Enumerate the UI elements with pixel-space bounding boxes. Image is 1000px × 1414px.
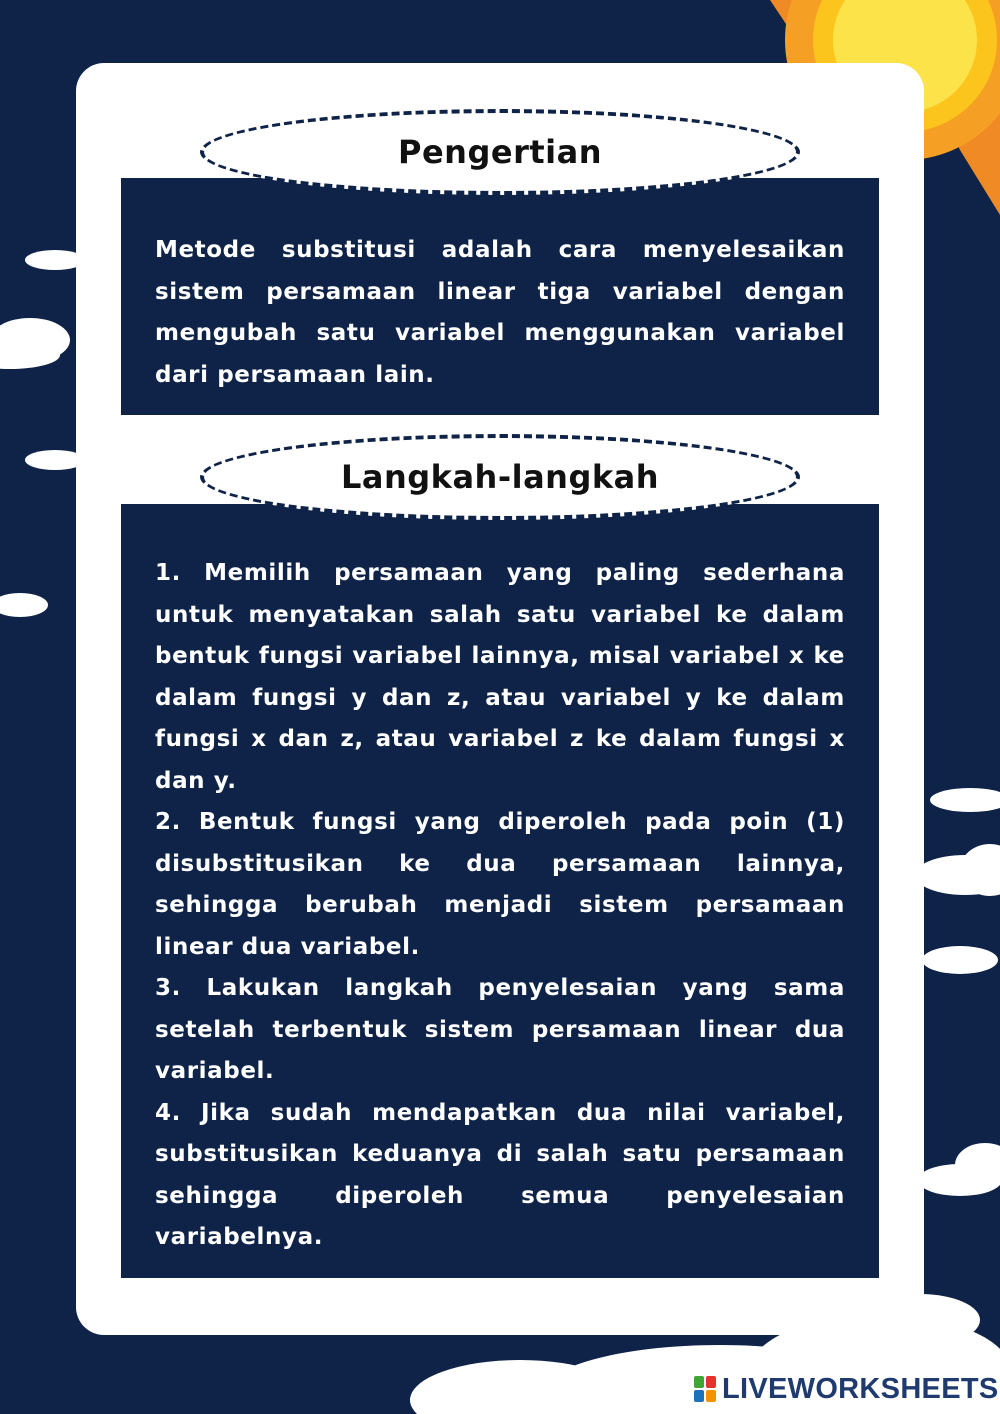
- definition-heading: Pengertian: [200, 109, 800, 195]
- steps-panel: [121, 504, 879, 1278]
- definition-text: Metode substitusi adalah cara menyelesaikan sistem persamaan linear tiga variabel dengan mengubah satu variabel menggunakan variabel dari persamaan lain.: [155, 237, 845, 388]
- brand-wordmark: LIVEWORKSHEETS: [722, 1372, 999, 1405]
- step-item: 4. Jika sudah mendapatkan dua nilai variabel, substitusikan keduanya di salah satu persamaan sehingga diperoleh semua penyelesaian variabelnya.: [155, 1099, 845, 1250]
- step-item: 2. Bentuk fungsi yang diperoleh pada poin (1) disubstitusikan ke dua persamaan lainnya, sehingga berubah menjadi sistem persamaan linear dua variabel.: [155, 809, 845, 960]
- step-item: 3. Lakukan langkah penyelesaian yang sama setelah terbentuk sistem persamaan linear dua variabel.: [155, 975, 845, 1084]
- steps-heading: Langkah-langkah: [200, 434, 800, 520]
- liveworksheets-logo-icon: [694, 1376, 716, 1402]
- step-item: 1. Memilih persamaan yang paling sederhana untuk menyatakan salah satu variabel ke dalam bentuk fungsi variabel lainnya, misal variabel x ke dalam fungsi y dan z, atau variabel y ke dalam fungsi x dan z, atau variabel z ke dalam fungsi x dan y.: [155, 560, 845, 794]
- liveworksheets-brand[interactable]: [694, 1372, 999, 1406]
- definition-panel: [121, 178, 879, 415]
